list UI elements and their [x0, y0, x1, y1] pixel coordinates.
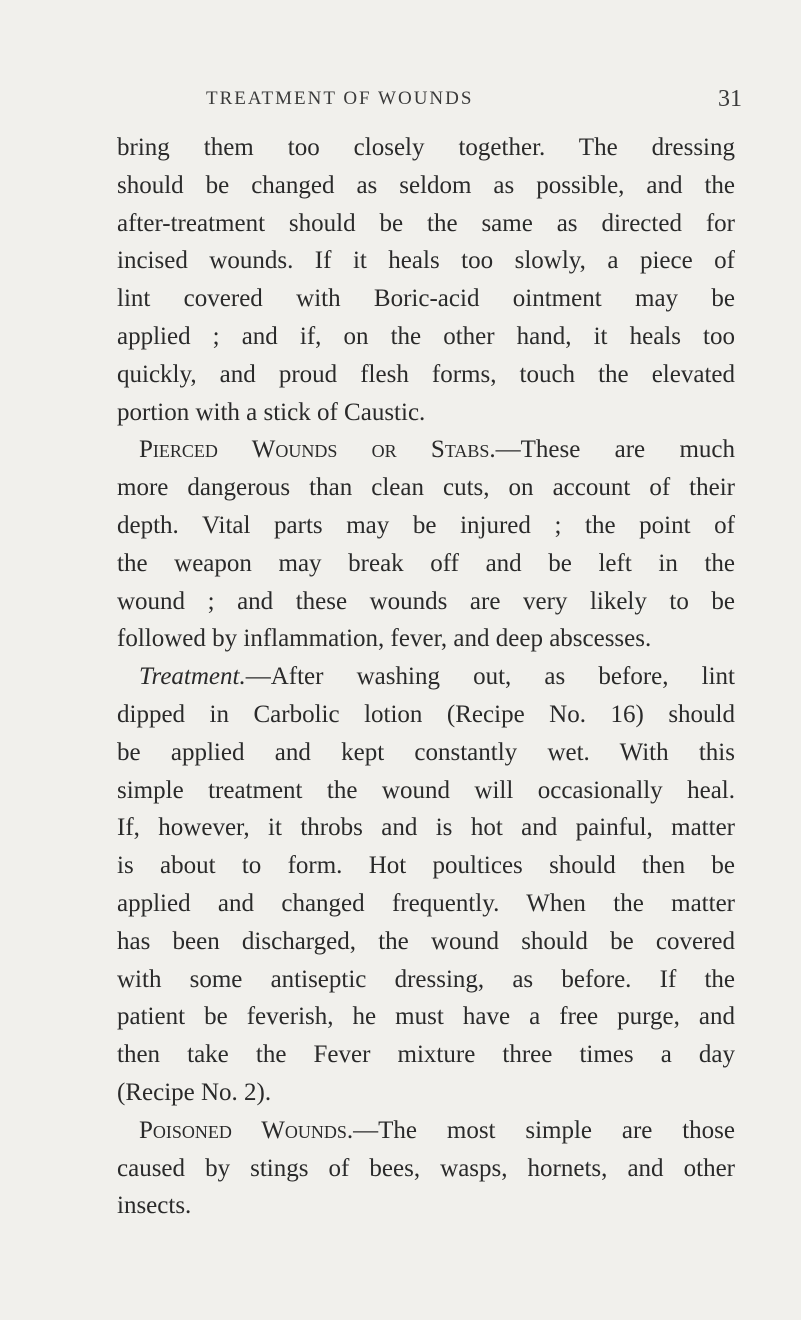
text-line: after-treatment should be the same as directed for: [117, 209, 735, 237]
text-line: the weapon may break off and be left in the: [117, 549, 735, 577]
running-head: TREATMENT OF WOUNDS: [206, 88, 474, 109]
text-line: has been discharged, the wound should be covered: [117, 927, 735, 955]
section-heading-poisoned-wounds: Poisoned Wounds.: [139, 1116, 354, 1144]
text-line: incised wounds. If it heals too slowly, a piece of: [117, 247, 735, 275]
body-text: [117, 129, 735, 1225]
text-run: —After washing out, as before, lint: [245, 663, 735, 691]
text-line: portion with a stick of Caustic.: [117, 398, 426, 426]
text-line: applied ; and if, on the other hand, it heals too: [117, 322, 735, 350]
text-line: is about to form. Hot poultices should then be: [117, 852, 735, 880]
text-line: simple treatment the wound will occasionally heal.: [117, 776, 735, 804]
text-line: more dangerous than clean cuts, on account of their: [117, 474, 735, 502]
page-number: 31: [718, 86, 742, 112]
text-line: should be changed as seldom as possible, and the: [117, 171, 735, 199]
text-run: —These are much: [495, 436, 735, 464]
subheading-treatment: Treatment.: [139, 663, 246, 691]
text-line: insects.: [117, 1192, 192, 1220]
text-line: If, however, it throbs and is hot and painful, matter: [117, 814, 735, 842]
text-line: (Recipe No. 2).: [117, 1078, 272, 1106]
page-header: [0, 86, 801, 116]
text-line: caused by stings of bees, wasps, hornets, and other: [117, 1154, 735, 1182]
text-line: wound ; and these wounds are very likely to be: [117, 587, 735, 615]
text-line: depth. Vital parts may be injured ; the point of: [117, 511, 735, 539]
text-line: be applied and kept constantly wet. With this: [117, 738, 735, 766]
paragraph-start: [117, 658, 735, 696]
text-run: —The most simple are those: [353, 1116, 735, 1144]
text-line: then take the Fever mixture three times a day: [117, 1041, 735, 1069]
text-line: bring them too closely together. The dressing: [117, 134, 735, 161]
text-line: with some antiseptic dressing, as before. If the: [117, 965, 735, 993]
text-line: applied and changed frequently. When the matter: [117, 889, 735, 917]
text-line: dipped in Carbolic lotion (Recipe No. 16) should: [117, 700, 735, 728]
text-line: quickly, and proud flesh forms, touch the elevated: [117, 360, 735, 388]
text-line: followed by inflammation, fever, and deep abscesses.: [117, 625, 652, 653]
text-line: patient be feverish, he must have a free purge, and: [117, 1003, 735, 1031]
paragraph-start: [117, 1112, 735, 1150]
paragraph-start: [117, 431, 735, 469]
section-heading-pierced-wounds: Pierced Wounds or Stabs.: [139, 436, 496, 464]
text-line: lint covered with Boric-acid ointment may be: [117, 285, 735, 313]
